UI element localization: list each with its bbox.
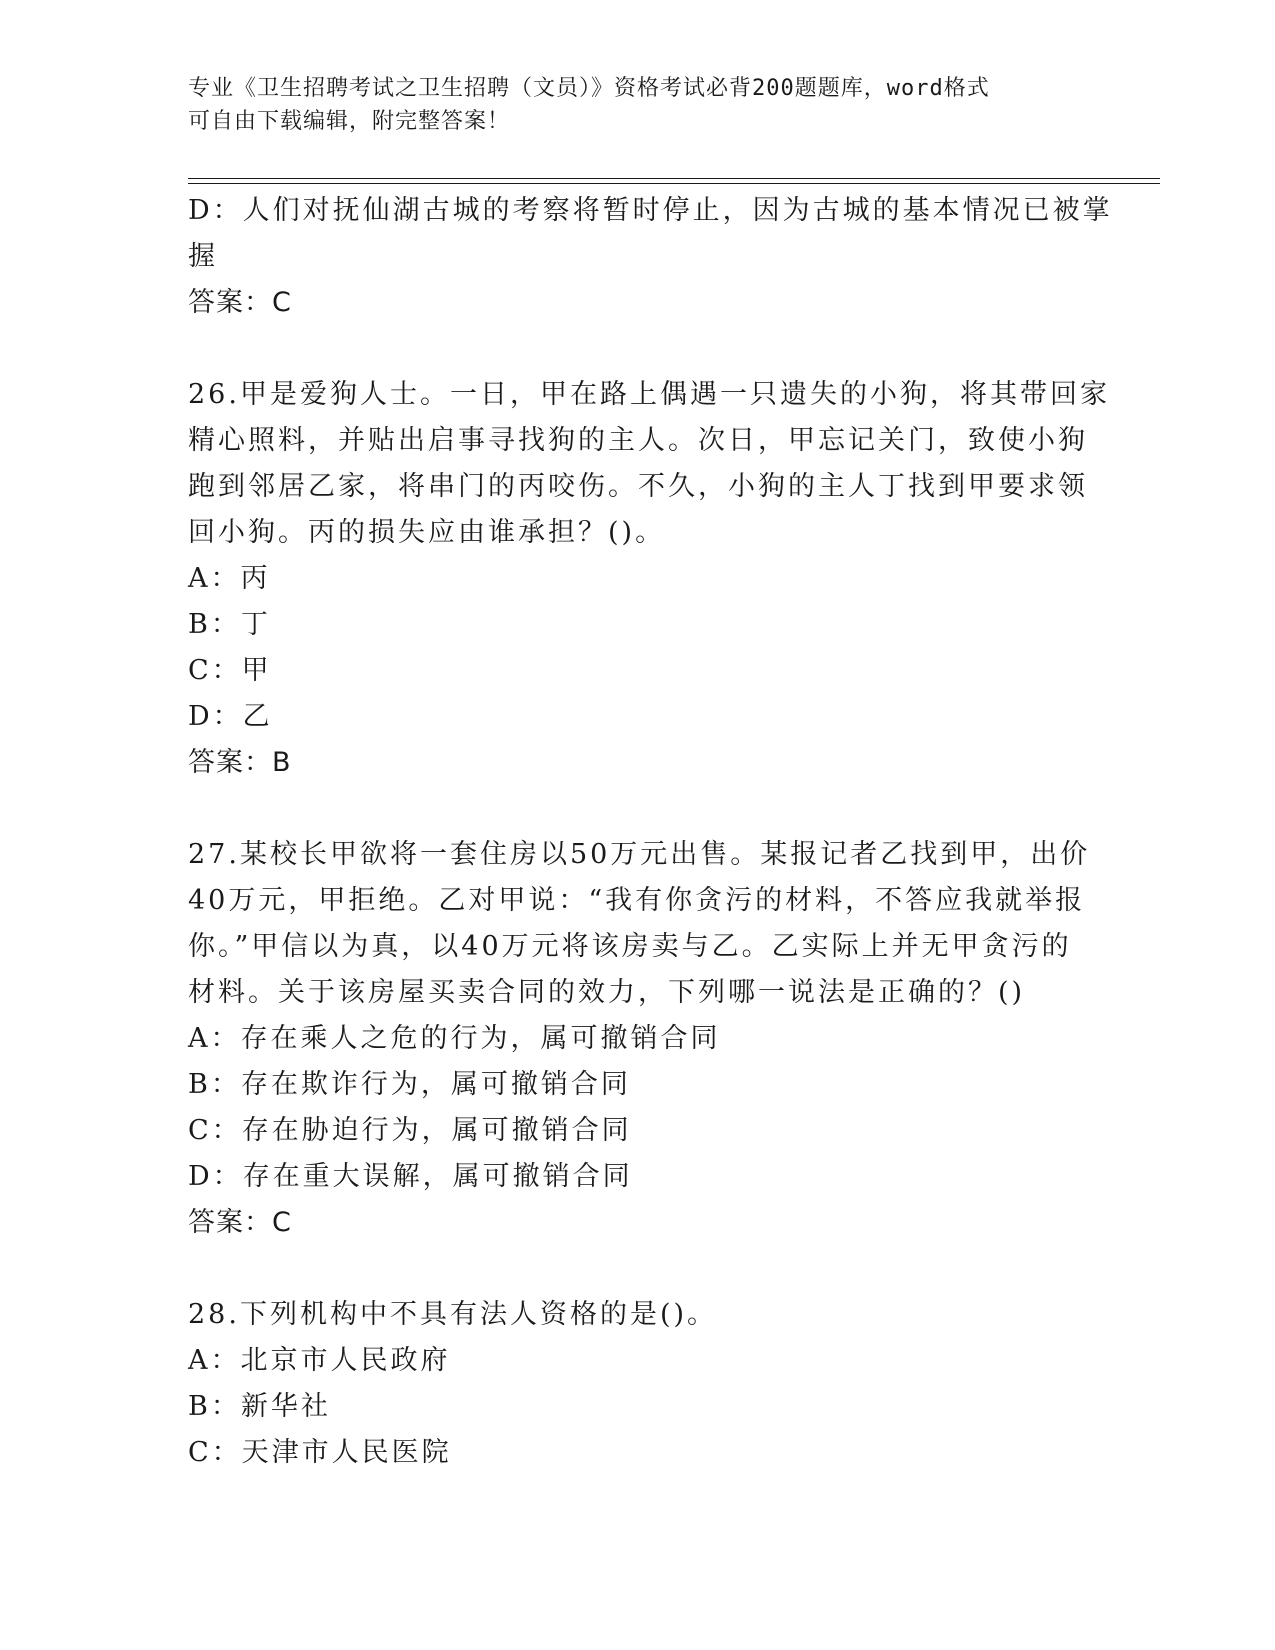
question-stem-line: 材料。关于该房屋买卖合同的效力，下列哪一说法是正确的？() [188,977,1026,1008]
question-stem-line: 26.甲是爱狗人士。一日，甲在路上偶遇一只遗失的小狗，将其带回家 [188,379,1110,410]
option-b: B：新华社 [188,1391,331,1422]
block-spacer [188,326,1088,372]
option-a: A：北京市人民政府 [188,1345,451,1376]
option-c: C：存在胁迫行为，属可撤销合同 [188,1115,632,1146]
option-b: B：丁 [188,609,271,640]
question-block-27 [188,832,1091,1246]
block-spacer [188,1246,1088,1292]
question-stem-line: 28.下列机构中不具有法人资格的是()。 [188,1299,718,1330]
header-title-line-2: 可自由下载编辑，附完整答案！ [188,109,511,134]
option-a: A：丙 [188,563,271,594]
header-title-line-1: 专业《卫生招聘考试之卫生招聘（文员）》资格考试必背200题题库，word格式 [188,76,990,101]
block-spacer [188,786,1088,832]
question-content [188,188,1113,1476]
option-d: D：存在重大误解，属可撤销合同 [188,1161,633,1192]
header-divider-top [188,178,1160,179]
option-c: C：天津市人民医院 [188,1437,452,1468]
option-c: C：甲 [188,655,272,686]
option-d: D：乙 [188,701,273,732]
question-stem-line: 跑到邻居乙家，将串门的丙咬伤。不久，小狗的主人丁找到甲要求领 [188,471,1088,502]
answer-label: 答案：C [188,287,292,318]
question-stem-line: 27.某校长甲欲将一套住房以50万元出售。某报记者乙找到甲，出价 [188,839,1091,870]
question-stem-line: 精心照料，并贴出启事寻找狗的主人。次日，甲忘记关门，致使小狗 [188,425,1088,456]
question-stem-line: 回小狗。丙的损失应由谁承担？()。 [188,517,666,548]
option-d-line: D：人们对抚仙湖古城的考察将暂时停止，因为古城的基本情况已被掌 [188,195,1113,226]
header-divider-bottom [188,183,1160,184]
question-stem-line: 40万元，甲拒绝。乙对甲说：“我有你贪污的材料，不答应我就举报 [188,885,1086,916]
answer-label: 答案：B [188,747,292,778]
question-block-26 [188,372,1110,786]
question-block-28 [188,1292,1088,1476]
question-stem-line: 你。”甲信以为真，以40万元将该房卖与乙。乙实际上并无甲贪污的 [188,931,1072,962]
option-d-line-cont: 握 [188,241,218,272]
document-header [188,72,1088,138]
option-b: B：存在欺诈行为，属可撤销合同 [188,1069,631,1100]
question-block-25 [188,188,1113,326]
answer-label: 答案：C [188,1207,292,1238]
option-a: A：存在乘人之危的行为，属可撤销合同 [188,1023,721,1054]
